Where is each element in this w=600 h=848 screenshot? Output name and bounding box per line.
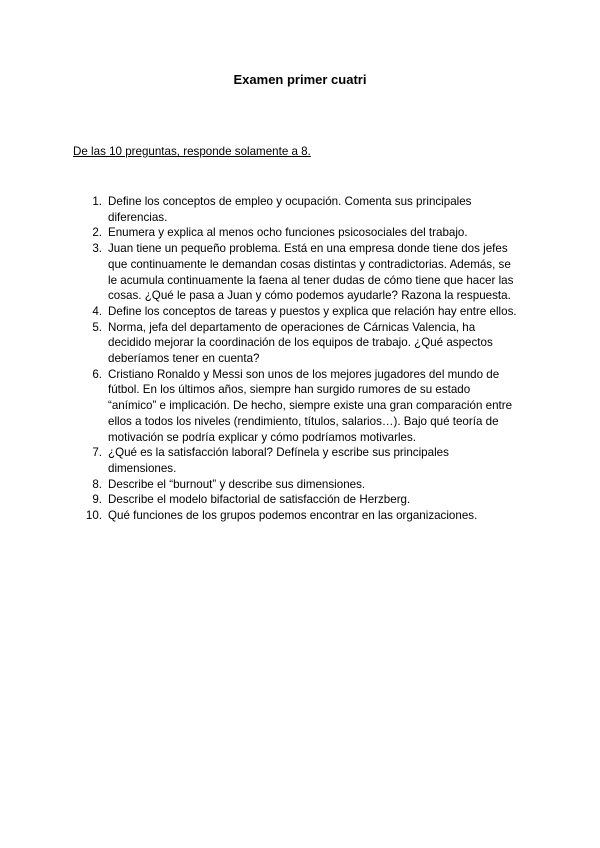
question-number: 7. <box>92 446 102 460</box>
question-item <box>80 477 520 493</box>
question-item <box>80 445 520 476</box>
question-item <box>80 367 520 446</box>
question-item <box>80 194 520 225</box>
question-text: Describe el modelo bifactorial de satisfacción de Herzberg. <box>108 493 411 507</box>
question-item <box>80 241 520 304</box>
question-number: 1. <box>92 195 102 208</box>
question-text: Enumera y explica al menos ocho funciones psicosociales del trabajo. <box>108 226 468 240</box>
exam-instruction: De las 10 preguntas, responde solamente a 8. <box>73 145 311 158</box>
question-number: 10. <box>85 509 102 523</box>
question-list <box>80 194 520 524</box>
document-title: Examen primer cuatri <box>233 72 367 87</box>
question-number: 4. <box>92 304 102 318</box>
question-item <box>80 320 520 367</box>
question-item <box>80 492 520 508</box>
question-number: 6. <box>92 367 102 381</box>
question-number: 8. <box>92 477 102 491</box>
question-text: Qué funciones de los grupos podemos encontrar en las organizaciones. <box>108 509 478 523</box>
question-text: ¿Qué es la satisfacción laboral? Defínela y escribe sus principales dimensiones. <box>108 446 449 475</box>
question-number: 9. <box>92 493 102 507</box>
question-number: 2. <box>92 226 102 240</box>
question-item <box>80 508 520 524</box>
question-item <box>80 304 520 320</box>
question-text: Define los conceptos de empleo y ocupación. Comenta sus principales diferencias. <box>108 195 472 224</box>
question-item <box>80 225 520 241</box>
question-number: 5. <box>92 320 102 334</box>
question-text: Define los conceptos de tareas y puestos y explica que relación hay entre ellos. <box>108 304 517 318</box>
question-text: Describe el “burnout” y describe sus dimensiones. <box>108 477 366 491</box>
question-text: Juan tiene un pequeño problema. Está en una empresa donde tiene dos jefes que continuamente le demandan cosas distintas y contradictorias. Además, se le acumula continuamente la faena al tener dudas de cómo tiene que hacer las cosas. ¿Qué le pasa a Juan y cómo podemos ayudarle? Razona la respuesta. <box>108 242 514 303</box>
question-text: Cristiano Ronaldo y Messi son unos de los mejores jugadores del mundo de fútbol. En los últimos años, siempre han surgido rumores de su estado “anímico” e implicación. De hecho, siempre existe una gran comparación entre ellos a todos los niveles (rendimiento, títulos, salarios…). Bajo qué teoría de motivación se podría explicar y cómo podríamos motivarles. <box>108 367 513 444</box>
question-number: 3. <box>92 242 102 256</box>
question-text: Norma, jefa del departamento de operaciones de Cárnicas Valencia, ha decidido mejorar la coordinación de los equipos de trabajo. ¿Qué aspectos deberíamos tener en cuenta? <box>108 320 493 366</box>
